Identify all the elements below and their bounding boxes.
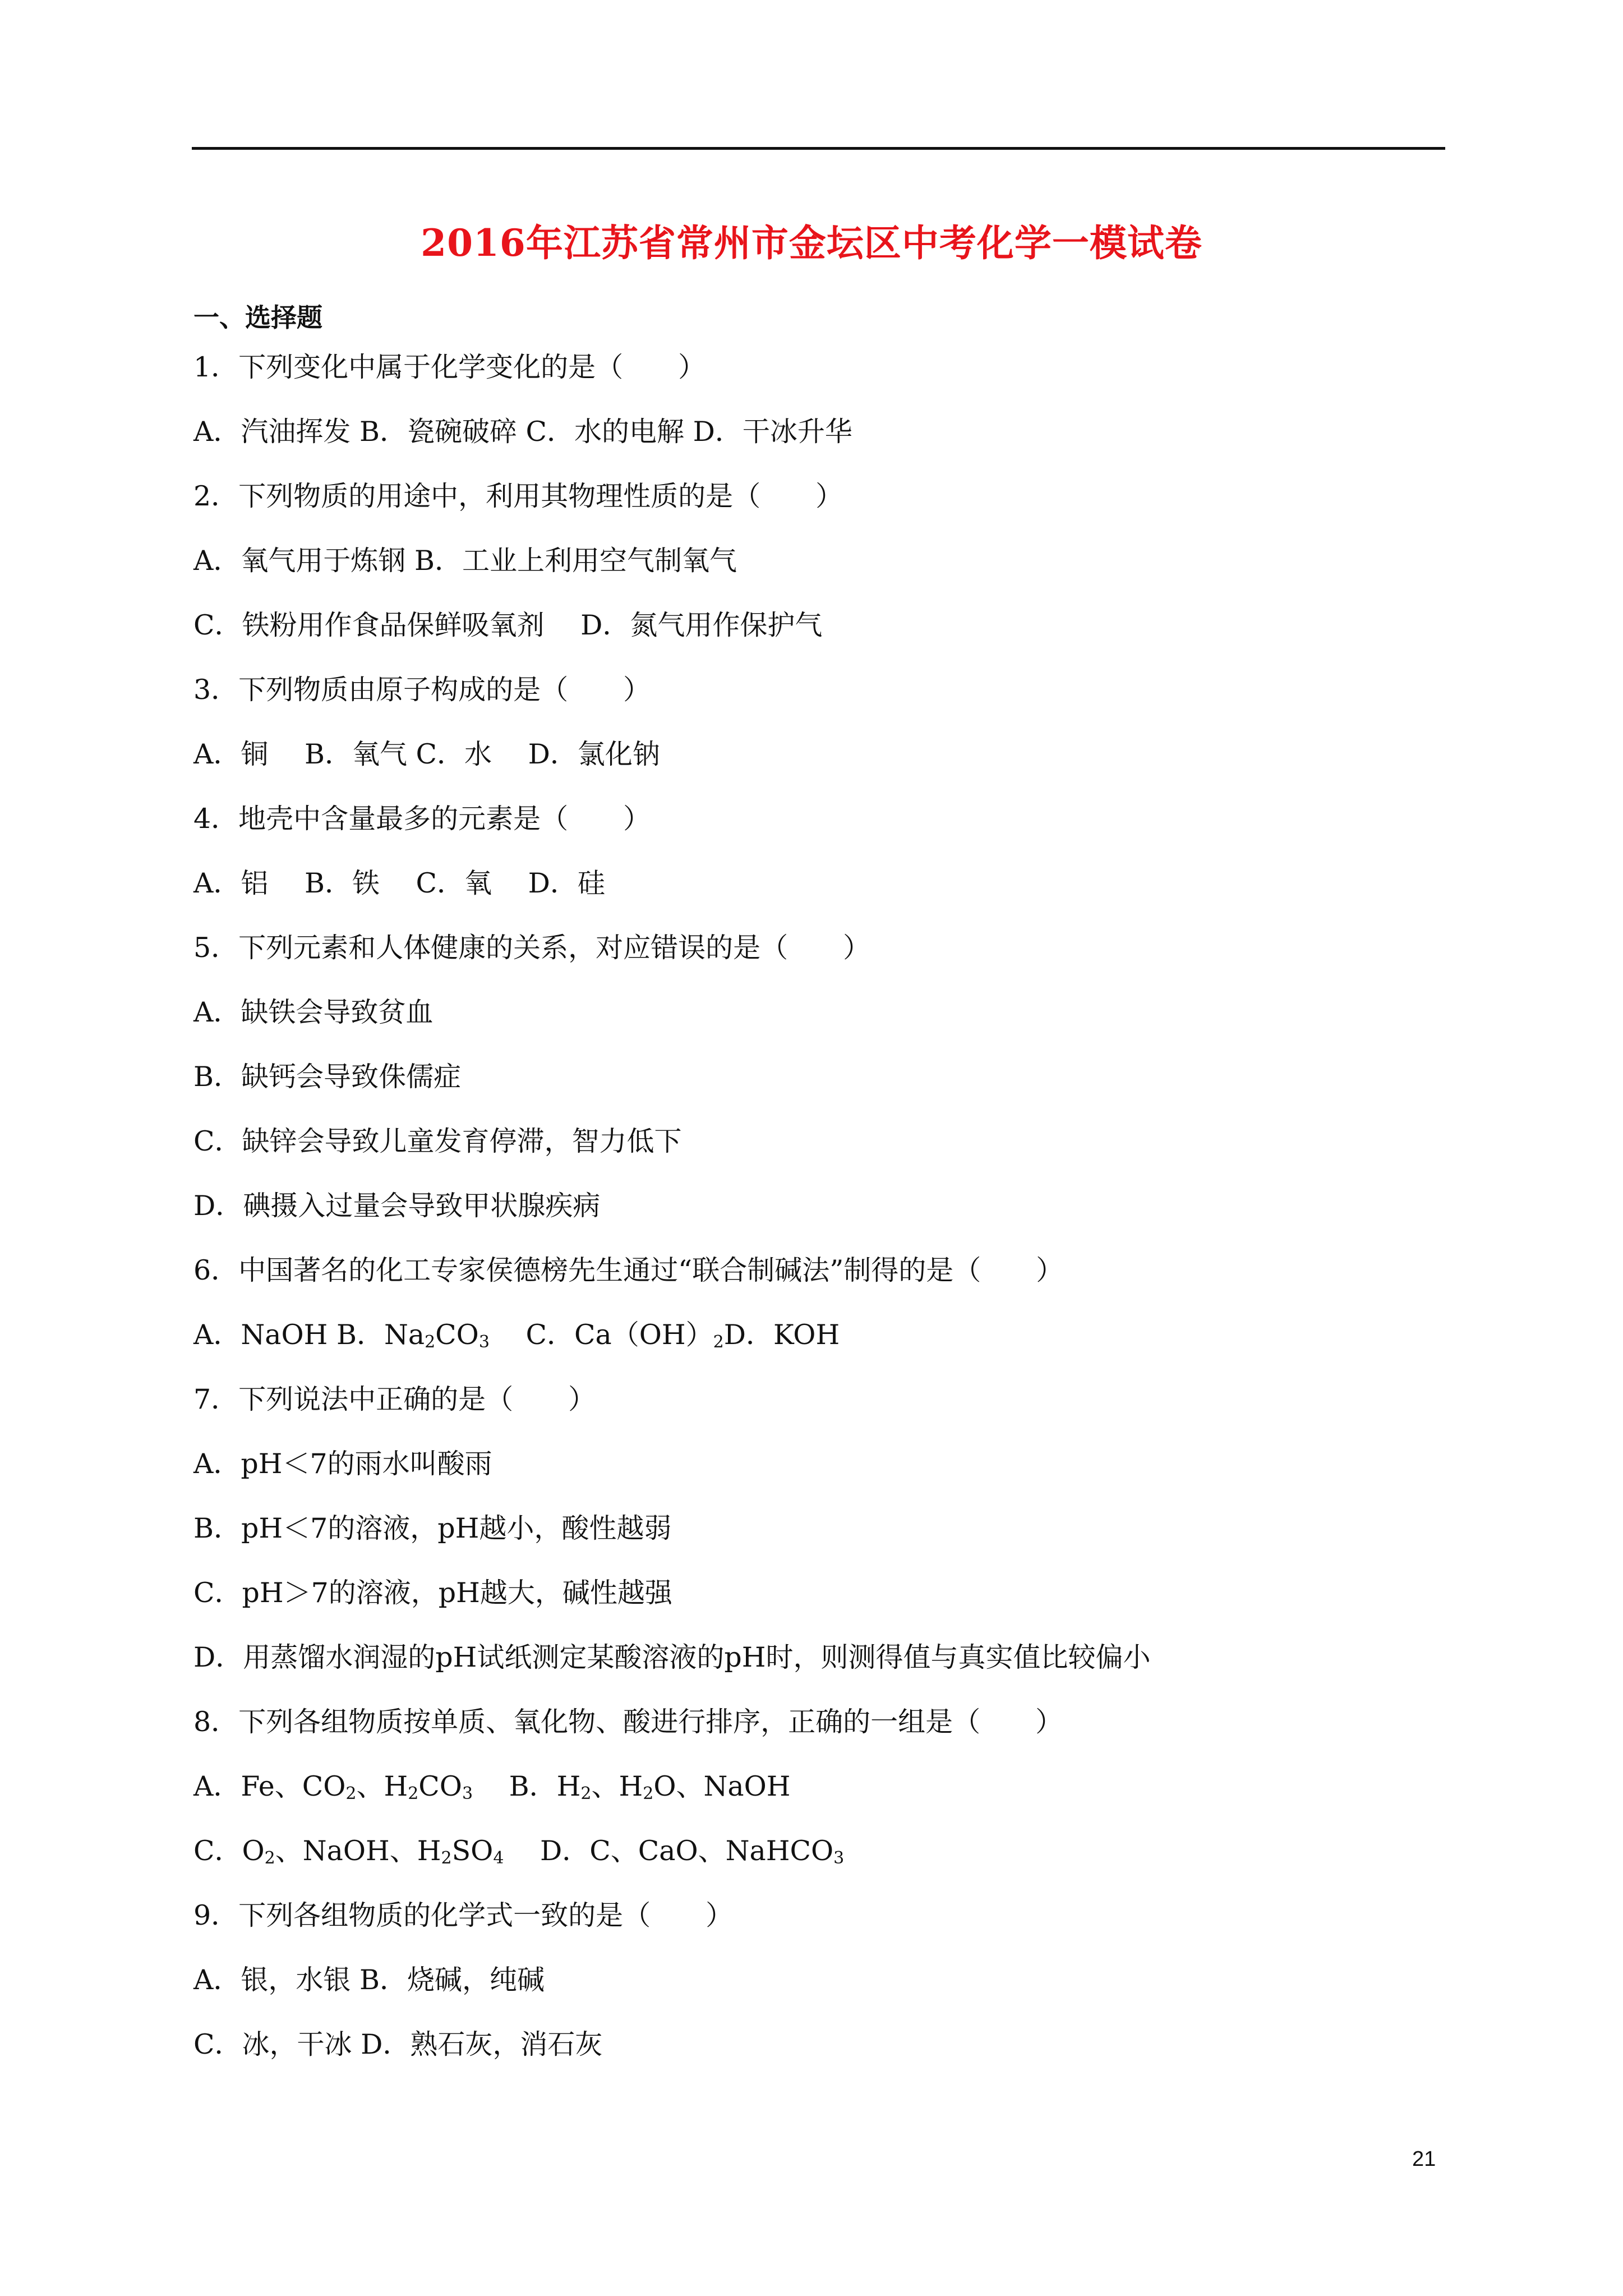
q8-subscript: 3 <box>833 1848 845 1868</box>
q8-subscript: 2 <box>580 1784 592 1803</box>
question-5-option-a: A．缺铁会导致贫血 <box>193 996 434 1028</box>
q8-text: D．C、CaO、NaHCO <box>504 1835 834 1867</box>
question-8-options-cd <box>193 1834 844 1868</box>
q8-subscript: 2 <box>643 1784 654 1803</box>
q6-subscript: 3 <box>478 1332 490 1352</box>
page-number: 21 <box>1412 2147 1436 2171</box>
question-1-options: A．汽油挥发 B．瓷碗破碎 C．水的电解 D．干冰升华 <box>193 416 852 448</box>
q6-option-b-formula: CO <box>435 1319 479 1351</box>
q8-text: 、H <box>356 1770 408 1802</box>
question-9: 9．下列各组物质的化学式一致的是（ ） <box>193 1899 734 1931</box>
question-4-options: A．铝 B．铁 C．氧 D．硅 <box>193 867 605 899</box>
q6-option-d-text: D．KOH <box>723 1319 840 1351</box>
question-2-options-ab: A．氧气用于炼钢 B．工业上利用空气制氧气 <box>193 545 737 577</box>
q8-subscript: 2 <box>264 1848 275 1868</box>
question-5: 5．下列元素和人体健康的关系，对应错误的是（ ） <box>193 932 871 964</box>
q8-subscript: 2 <box>408 1784 419 1803</box>
q6-subscript: 2 <box>713 1332 724 1352</box>
q8-text: 、NaOH、H <box>275 1835 441 1867</box>
q8-text: 、H <box>591 1770 643 1802</box>
question-8-options-ab <box>193 1770 790 1803</box>
question-8: 8．下列各组物质按单质、氧化物、酸进行排序，正确的一组是（ ） <box>193 1706 1063 1738</box>
question-7: 7．下列说法中正确的是（ ） <box>193 1383 596 1415</box>
q8-subscript: 2 <box>345 1784 357 1803</box>
q8-text: CO <box>418 1770 462 1802</box>
question-6: 6．中国著名的化工专家侯德榜先生通过“联合制碱法”制得的是（ ） <box>193 1254 1064 1286</box>
question-7-option-a: A．pH＜7的雨水叫酸雨 <box>193 1448 492 1480</box>
question-6-options <box>193 1318 840 1352</box>
q8-text: O、NaOH <box>653 1770 791 1802</box>
question-1: 1．下列变化中属于化学变化的是（ ） <box>193 351 706 383</box>
q6-option-a-text: A．NaOH B．Na <box>193 1319 425 1351</box>
q8-text: B．H <box>473 1770 581 1802</box>
q8-text: SO <box>451 1835 494 1867</box>
question-5-option-d: D．碘摄入过量会导致甲状腺疾病 <box>193 1190 601 1222</box>
q6-option-c-text: C．Ca（OH） <box>489 1319 713 1351</box>
question-9-options-ab: A．银，水银 B．烧碱，纯碱 <box>193 1964 545 1996</box>
q8-subscript: 4 <box>493 1848 504 1868</box>
question-7-option-c: C．pH＞7的溶液，pH越大，碱性越强 <box>193 1577 672 1609</box>
question-3-options: A．铜 B．氧气 C．水 D．氯化钠 <box>193 738 660 770</box>
header-rule <box>192 147 1445 150</box>
q8-text: C．O <box>193 1835 265 1867</box>
question-7-option-b: B．pH＜7的溶液，pH越小，酸性越弱 <box>193 1512 672 1544</box>
q6-subscript: 2 <box>425 1332 436 1352</box>
question-3: 3．下列物质由原子构成的是（ ） <box>193 674 651 706</box>
q8-subscript: 2 <box>441 1848 452 1868</box>
question-9-options-cd: C．冰，干冰 D．熟石灰，消石灰 <box>193 2028 603 2060</box>
page-title: 2016年江苏省常州市金坛区中考化学一模试卷 <box>421 221 1202 265</box>
section-heading: 一、选择题 <box>193 302 322 333</box>
question-5-option-c: C．缺锌会导致儿童发育停滞，智力低下 <box>193 1125 682 1157</box>
question-5-option-b: B．缺钙会导致侏儒症 <box>193 1061 462 1093</box>
question-2-options-cd: C．铁粉用作食品保鲜吸氧剂 D．氮气用作保护气 <box>193 609 823 641</box>
question-2: 2．下列物质的用途中，利用其物理性质的是（ ） <box>193 480 843 512</box>
q8-text: A．Fe、CO <box>193 1770 346 1802</box>
q8-subscript: 3 <box>462 1784 473 1803</box>
question-7-option-d: D．用蒸馏水润湿的pH试纸测定某酸溶液的pH时，则测得值与真实值比较偏小 <box>193 1641 1151 1673</box>
question-4: 4．地壳中含量最多的元素是（ ） <box>193 803 651 835</box>
